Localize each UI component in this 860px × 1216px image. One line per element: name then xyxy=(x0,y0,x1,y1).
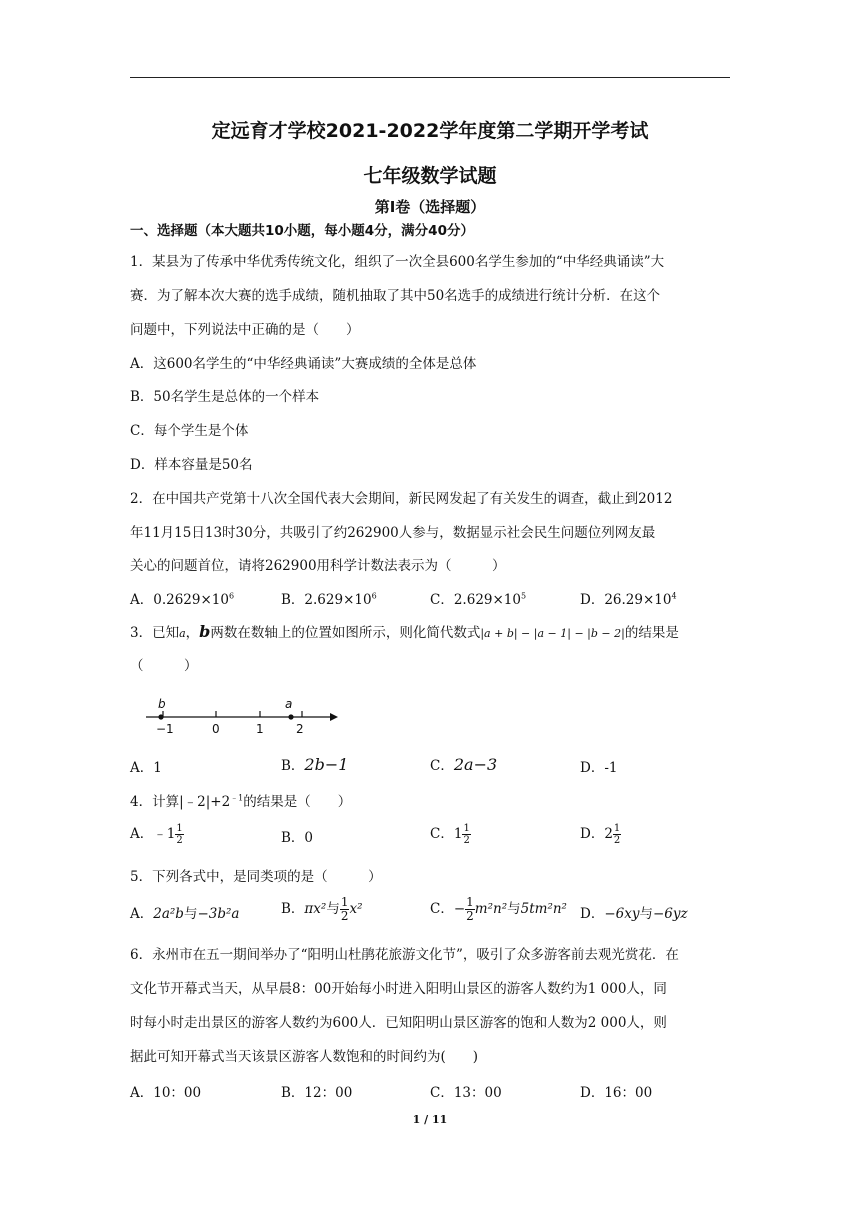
exam-title: 定远育才学校2021-2022学年度第二学期开学考试 xyxy=(211,120,649,142)
section-heading: 一、选择题（本大题共10小题，每小题4分，满分40分） xyxy=(130,223,474,239)
tick-label-2: 2 xyxy=(296,722,304,736)
q2-option-a: A．$0.2629\times 10^6$ xyxy=(130,591,235,608)
point-b-label: b xyxy=(158,697,166,711)
q6-option-d: D．16：00 xyxy=(580,1085,653,1101)
page-number: 1 / 11 xyxy=(412,1113,448,1126)
point-a-label: a xyxy=(285,697,293,711)
q3-option-d: D．-1 xyxy=(580,760,618,776)
q2-option-b: B．$2.629\times 10^6$ xyxy=(281,591,377,608)
q1-option-c: C．每个学生是个体 xyxy=(130,423,249,439)
q1-option-b: B．50名学生是总体的一个样本 xyxy=(130,389,320,405)
q4-option-d: D．2 $\frac{1}{2}$ xyxy=(580,823,621,846)
q5-option-a: A．2a²b与−3b²a xyxy=(130,906,240,922)
q4-option-a: A．﹣1 $\frac{1}{2}$ xyxy=(130,823,183,846)
q2-line-3: 关心的问题首位，请将262900用科学计数法表示为（ ） xyxy=(130,558,506,574)
q1-option-d: D．样本容量是50名 xyxy=(130,457,253,473)
q5-option-d: D．−6xy与−6yz xyxy=(580,906,688,922)
q2-line-1: 2．在中国共产党第十八次全国代表大会期间，新民网发起了有关发生的调查，截止到2012 xyxy=(130,491,673,507)
q1-line-3: 问题中，下列说法中正确的是（ ） xyxy=(130,322,360,338)
q6-line-4: 据此可知开幕式当天该景区游客人数饱和的时间约为( ) xyxy=(130,1049,479,1065)
q5-stem: 5．下列各式中，是同类项的是（ ） xyxy=(130,869,382,885)
tick-label-1: 1 xyxy=(256,722,264,736)
tick-label-0: 0 xyxy=(212,722,220,736)
tick-label-minus-1: −1 xyxy=(156,722,174,736)
q4-stem: 4．计算$|﹣2|+2^{﹣1}$的结果是（ ） xyxy=(130,793,352,810)
q6-option-c: C．13：00 xyxy=(430,1085,502,1101)
q2-line-2: 年11月15日13时30分，共吸引了约262900人参与，数据显示社会民生问题位列网友最 xyxy=(130,525,656,541)
q3-option-b: B．2b−1 xyxy=(281,755,349,774)
point-b-dot xyxy=(158,714,163,719)
q6-option-a: A．10：00 xyxy=(130,1085,202,1101)
number-line-figure xyxy=(140,695,340,740)
q1-line-1: 1．某县为了传承中华优秀传统文化，组织了一次全县600名学生参加的“中华经典诵读”大 xyxy=(130,254,665,270)
q5-option-b: B．πx²与 $\frac{1}{2}$ x² xyxy=(281,895,363,923)
q2-option-c: C．$2.629\times 10^5$ xyxy=(430,591,527,608)
number-line-arrow xyxy=(330,713,338,721)
q3-option-a: A．1 xyxy=(130,760,162,776)
q1-option-a: A．这600名学生的“中华经典诵读”大赛成绩的全体是总体 xyxy=(130,356,477,372)
volume-heading: 第Ⅰ卷（选择题） xyxy=(374,198,486,216)
q1-line-2: 赛．为了解本次大赛的选手成绩，随机抽取了其中50名选手的成绩进行统计分析．在这个 xyxy=(130,288,661,304)
point-a-dot xyxy=(288,714,293,719)
q3-option-c: C．2a−3 xyxy=(430,755,498,774)
q3-line-1: 3．已知a，b两数在数轴上的位置如图所示，则化简代数式|a + b| − |a − 1| − |b − 2|的结果是 xyxy=(130,622,679,641)
q6-line-1: 6．永州市在五一期间举办了“阳明山杜鹃花旅游文化节”，吸引了众多游客前去观光赏花．在 xyxy=(130,947,679,963)
q3-blank: （ ） xyxy=(130,658,198,674)
q6-line-2: 文化节开幕式当天，从早晨8：00开始每小时进入阳明山景区的游客人数约为1 000人，同 xyxy=(130,981,667,997)
q5-option-c: C．− $\frac{1}{2}$ m²n²与5tm²n² xyxy=(430,895,567,923)
q2-option-d: D．$26.29\times 10^4$ xyxy=(580,591,677,608)
header-rule xyxy=(130,77,730,78)
q6-line-3: 时每小时走出景区的游客人数约为600人．已知阳明山景区游客的饱和人数为2 000人，则 xyxy=(130,1015,667,1031)
q4-option-b: B．0 xyxy=(281,830,314,846)
q6-option-b: B．12：00 xyxy=(281,1085,353,1101)
q4-option-c: C．1 $\frac{1}{2}$ xyxy=(430,823,470,846)
exam-subtitle: 七年级数学试题 xyxy=(363,165,497,187)
